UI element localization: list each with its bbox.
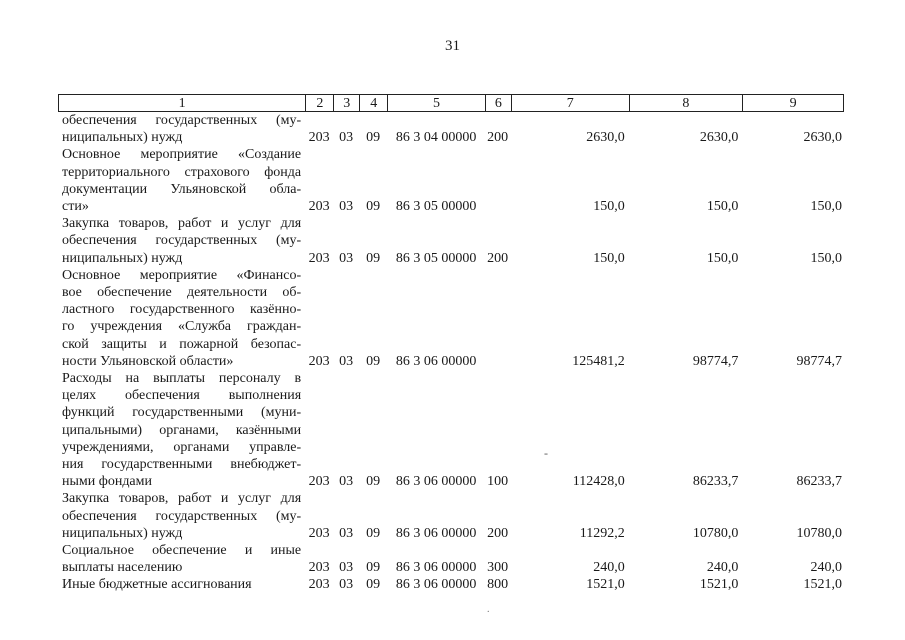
description-line: ниципальных) нужд: [62, 130, 183, 146]
amount-col-7: 240,0: [593, 560, 625, 576]
stray-mark: .: [487, 604, 490, 615]
subsection-code: 09: [366, 353, 381, 369]
description-line: Социальное обеспечение и иные: [62, 543, 302, 559]
subsection-code: 09: [366, 130, 381, 146]
description-line: функций государственными (муни-: [62, 405, 302, 421]
subsection-code: 09: [366, 577, 381, 593]
expense-type-code: 200: [487, 250, 509, 266]
amount-col-7: 125481,2: [572, 353, 625, 369]
chapter-code: 203: [308, 250, 330, 266]
expense-type-code: 800: [487, 577, 509, 593]
budget-code: [305, 198, 513, 215]
amount-col-8: 2630,0: [699, 130, 739, 146]
amount-col-8: 150,0: [706, 199, 739, 215]
description-line: ластного государственного казённо-: [62, 302, 302, 318]
section-code: 03: [339, 474, 354, 490]
description-line: целях обеспечения выполнения: [62, 388, 302, 404]
description-line: ниципальных) нужд: [62, 250, 183, 266]
table-row: [58, 146, 844, 215]
budget-code: [305, 473, 513, 490]
table-header: [58, 94, 844, 112]
table-row: [58, 215, 844, 267]
target-article-code: 86 3 06 00000: [395, 577, 477, 593]
table-body: [58, 112, 844, 594]
amount-col-8: 240,0: [706, 560, 739, 576]
description-line: обеспечения государственных (му-: [62, 233, 302, 249]
amount-col-9: 98774,7: [796, 353, 842, 369]
budget-code: [305, 129, 513, 146]
description-line: учреждениями, органами управле-: [62, 439, 302, 455]
amount-col-7: 150,0: [593, 250, 625, 266]
amount-col-8: 86233,7: [692, 474, 739, 490]
row-description: [58, 112, 305, 146]
table-row: [58, 112, 844, 146]
subsection-code: 09: [366, 199, 381, 215]
amount-col-7: 2630,0: [586, 130, 625, 146]
description-line: вое обеспечение деятельности об-: [62, 285, 302, 301]
target-article-code: 86 3 05 00000: [395, 199, 477, 215]
target-article-code: 86 3 06 00000: [395, 474, 477, 490]
budget-code: [305, 559, 513, 576]
section-code: 03: [339, 577, 354, 593]
row-description: [58, 490, 305, 542]
expense-type-code: 300: [487, 560, 509, 576]
subsection-code: 09: [366, 474, 381, 490]
section-code: 03: [339, 130, 354, 146]
amount-col-8: 1521,0: [699, 577, 739, 593]
amount-col-9: 150,0: [810, 199, 842, 215]
description-line: Закупка товаров, работ и услуг для: [62, 216, 302, 232]
page-number: 31: [445, 38, 460, 54]
row-description: [58, 542, 305, 576]
chapter-code: 203: [308, 199, 330, 215]
subsection-code: 09: [366, 250, 381, 266]
amount-col-9: 150,0: [810, 250, 842, 266]
table-row: [58, 370, 844, 490]
description-line: ности Ульяновской области»: [62, 353, 234, 369]
header-col-9: 9: [789, 96, 797, 111]
row-description: [58, 576, 305, 593]
table-row: [58, 576, 844, 593]
amount-col-8: 150,0: [706, 250, 739, 266]
chapter-code: 203: [308, 560, 330, 576]
header-col-8: 8: [630, 95, 744, 111]
chapter-code: 203: [308, 130, 330, 146]
subsection-code: 09: [366, 560, 381, 576]
description-line: документации Ульяновской обла-: [62, 181, 302, 197]
budget-code: [305, 525, 513, 542]
chapter-code: 203: [308, 525, 330, 541]
row-description: [58, 370, 305, 490]
amount-col-8: 10780,0: [692, 525, 739, 541]
header-col-4: 4: [360, 95, 388, 111]
amount-col-9: 2630,0: [803, 130, 842, 146]
target-article-code: 86 3 04 00000: [395, 130, 477, 146]
header-col-3: 3: [334, 95, 360, 111]
target-article-code: 86 3 06 00000: [395, 353, 477, 369]
budget-code: [305, 250, 513, 267]
amount-col-9: 240,0: [810, 560, 842, 576]
table-row: [58, 267, 844, 370]
description-line: ской защиты и пожарной безопас-: [62, 336, 302, 352]
target-article-code: 86 3 05 00000: [395, 250, 477, 266]
amount-col-7: 112428,0: [572, 474, 625, 490]
target-article-code: 86 3 06 00000: [395, 560, 477, 576]
header-col-7: 7: [512, 95, 630, 111]
description-line: выплаты населению: [62, 560, 183, 576]
amount-col-7: 150,0: [593, 199, 625, 215]
description-line: го учреждения «Служба граждан-: [62, 319, 302, 335]
description-line: территориального страхового фонда: [62, 164, 302, 180]
section-code: 03: [339, 353, 354, 369]
header-col-6: 6: [486, 95, 512, 111]
description-line: Основное мероприятие «Финансо-: [62, 267, 302, 283]
chapter-code: 203: [308, 577, 330, 593]
subsection-code: 09: [366, 525, 381, 541]
header-col-1: 1: [59, 95, 306, 111]
header-col-2: 2: [306, 95, 334, 111]
amount-col-9: 10780,0: [796, 525, 842, 541]
description-line: обеспечения государственных (му-: [62, 508, 302, 524]
description-line: ципальными) органами, казёнными: [62, 422, 302, 438]
expense-type-code: 200: [487, 130, 509, 146]
description-line: обеспечения государственных (му-: [62, 113, 302, 128]
amount-col-9: 1521,0: [803, 577, 842, 593]
section-code: 03: [339, 250, 354, 266]
row-description: [58, 267, 305, 370]
section-code: 03: [339, 199, 354, 215]
amount-col-9: 86233,7: [796, 474, 842, 490]
chapter-code: 203: [308, 353, 330, 369]
table-row: [58, 542, 844, 576]
description-line: Расходы на выплаты персоналу в: [62, 371, 302, 387]
stray-mark: -: [544, 446, 548, 460]
header-col-5: 5: [388, 95, 486, 111]
description-line: Закупка товаров, работ и услуг для: [62, 491, 302, 507]
description-line: Иные бюджетные ассигнования: [62, 577, 252, 593]
expense-type-code: [485, 198, 513, 215]
expense-type-code: 200: [487, 525, 509, 541]
section-code: 03: [339, 560, 354, 576]
row-description: [58, 146, 305, 215]
description-line: ния государственными внебюджет-: [62, 457, 302, 473]
budget-code: [305, 576, 513, 593]
description-line: Основное мероприятие «Создание: [62, 147, 302, 163]
description-line: ными фондами: [62, 474, 153, 490]
description-line: ниципальных) нужд: [62, 525, 183, 541]
table-row: [58, 490, 844, 542]
target-article-code: 86 3 06 00000: [395, 525, 477, 541]
budget-code: [305, 353, 513, 370]
description-line: сти»: [62, 199, 89, 215]
row-description: [58, 215, 305, 267]
amount-col-8: 98774,7: [692, 353, 739, 369]
amount-col-7: 11292,2: [579, 525, 625, 541]
amount-col-7: 1521,0: [586, 577, 625, 593]
expense-type-code: [485, 353, 513, 370]
section-code: 03: [339, 525, 354, 541]
expense-type-code: 100: [487, 474, 509, 490]
chapter-code: 203: [308, 474, 330, 490]
